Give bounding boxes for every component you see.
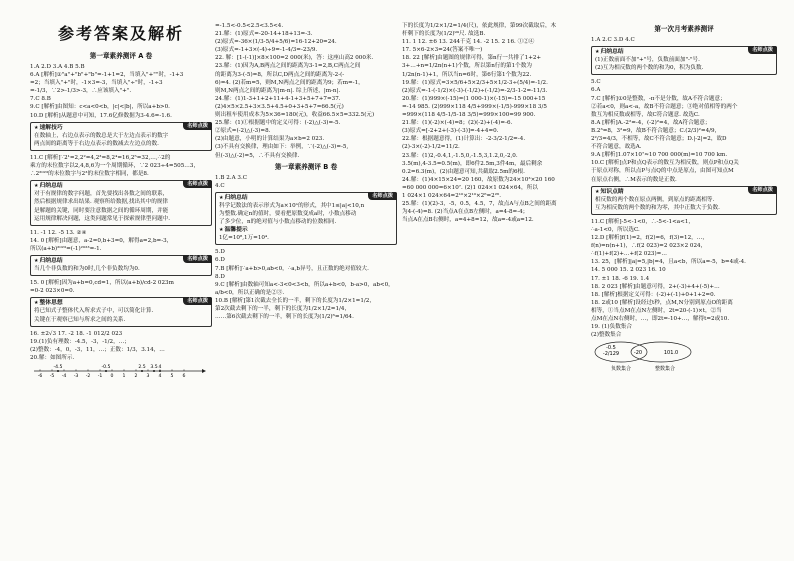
answer-line: 为整数.确定n的值时，要看把原数变成a时，小数点移动: [219, 210, 357, 217]
answer-line: B.2³=8，3²=9，故B不符合题意；C.(2/3)²=4/9，: [591, 127, 721, 134]
answer-lines: [215, 248, 397, 321]
answer-line: 当点A在点B右侧时，a=4+8=12，故a=-4或a=12.: [402, 217, 534, 224]
answer-line: ∴2²⁰²³的末位数字与2³的末位数字相同，都是8.: [30, 171, 149, 178]
venn-item: -0.5: [606, 345, 616, 352]
answer-line: 关键在于观察已知与所求之间的关系.: [34, 316, 126, 323]
answer-line: 6.A [解析]①"a"+"b"+"b"=-1+1=2，当填入"+""时，-1+3: [30, 72, 184, 79]
answer-line: 两点间的距离等于右边点表示的数减去左边点的数.: [34, 140, 159, 147]
answer-lines: [30, 330, 212, 362]
answer-line: 1亿=10⁸,1万=10⁴.: [219, 235, 269, 242]
number-line-tick-label: -2: [85, 374, 91, 379]
arrow-icon: [202, 369, 206, 373]
number-line-tick-label: 4: [158, 374, 162, 379]
answer-line: =2；当填入"+"时，-1×3=-3，当填入"÷"时，-1÷3: [30, 80, 163, 87]
answer-line: 22. 解：[1-(-1)]×8×100=2 000(米)，答：这座山高2 000米.: [215, 55, 374, 62]
answer-line: 9.C [解析]由图知：c<a<0<b，|c|<|b|，所以a+b>0.: [30, 104, 170, 111]
venn-item: 101.0: [663, 350, 679, 357]
answer-line: 25.解：(1)①根据题中的定义可得：(-2)△(-3)=-5.: [215, 120, 341, 127]
answer-line: 8.A [解析]A.-2²=-4，(-2)²=4，故A符合题意；: [591, 119, 711, 126]
answer-line: 了多少位，n的绝对值与小数点移动的位数相同.: [219, 219, 337, 226]
answer-line: (2)整数：-4，0，-3，11，…；正数：1/3，3.14，…: [30, 346, 165, 353]
answer-line: (2)整数集合: [591, 332, 622, 339]
tip-heading: 温馨提示: [224, 227, 248, 234]
answer-line: 则M,N两点之间的距离为|m-n|. 综上所述，|m-n|.: [215, 87, 341, 94]
answer-line: 23.解：(1)2,-0.4,1,-1.5,0,-1.5,3,1.2,0,-2,0.: [402, 152, 518, 159]
answer-line: 则出租车使用成本为5×36=180(元)，收益66.5×5=332.5(元): [215, 112, 375, 119]
answer-line: 1.A 2.C 3.D 4.C: [591, 37, 635, 43]
answer-line: 16. ±2√3 17. -2 18. -1 012/2 023: [30, 330, 123, 337]
answer-line: ②原式=(-2)△(-3)=8.: [215, 128, 271, 135]
answer-lines: [30, 279, 212, 295]
answer-line: 18. [解析]根据定义可得：(-2)+(-1)+0+1+2=0.: [591, 291, 716, 298]
answer-line: (2)4×5×2.5+3×3.5+4.5+0+3+5+7=66.5(元): [215, 103, 344, 110]
number-line-point: [57, 370, 59, 372]
tip-box: [30, 122, 212, 151]
answer-line: 1/2n(n-1)+1，所以当n=6时，第6行第1个数为22.: [402, 71, 532, 78]
answer-line: 2²/3=4/3，不相等，故C不符合题意；D.|-2|=2，故D: [591, 136, 727, 143]
star-icon: ★: [34, 257, 39, 264]
answer-line: 运用规律解决问题，这类问题常见于探索规律型问题中.: [34, 215, 171, 222]
answer-line: =-1.5<-0.5<2.5<3.5<4.: [215, 23, 284, 29]
answer-line: 互为相反数的两个数的和为零，其中正数大于负数.: [595, 204, 720, 211]
answer-line: 不符合题意，故选A.: [591, 144, 642, 151]
number-line-tick-label: 1: [122, 374, 126, 379]
number-line-point-label: 2.5: [138, 365, 146, 370]
number-line-tick-label: -6: [37, 374, 43, 379]
answer-lines: [402, 22, 588, 224]
number-line-point: [153, 370, 155, 372]
tip-box: [30, 180, 212, 225]
section-heading: 第一次月考素养测评: [654, 25, 714, 33]
answer-line: 7.C [解析]①0是整数，-π不是分数，故A不符合题意；: [591, 95, 726, 102]
tip-heading: 归纳总结: [39, 183, 63, 190]
page-title: 参考答案及解析: [57, 24, 184, 43]
tip-box: [30, 297, 212, 326]
tip-lines: [219, 234, 393, 242]
answer-line: 6)=4. (2)若m=5，则M,N两点之间的距离为9；若m=-1，: [215, 79, 364, 86]
tip-heading: 归纳总结: [224, 194, 248, 201]
answer-lines: [30, 154, 212, 178]
star-icon: ★: [219, 227, 224, 234]
answer-line: 10.B [解析]第1次截去全长的一半，剩下的长度为1/2×1=1/2，: [215, 297, 375, 304]
star-icon: ★: [34, 124, 39, 131]
answer-line: 6.D: [215, 257, 225, 264]
tip-lines: [34, 190, 208, 222]
number-line-tick-label: -4: [61, 374, 67, 379]
answer-line: 7.B [解析]∵a+b>0,ab<0，∴a,b异号，且正数的绝对值较大.: [215, 265, 369, 272]
answer-lines: [591, 78, 777, 183]
answer-lines: [30, 229, 212, 253]
venn-caption: 负数集合: [610, 366, 632, 373]
answer-line: 9.A [解析]1.07×10⁷≈10 700 000(m)=10 700 km.: [591, 152, 728, 159]
answer-line: 20.解：如图所示.: [30, 354, 75, 361]
star-icon: ★: [595, 49, 600, 56]
answer-line: 14. 5 000 15. 2 023 16. 10: [591, 267, 666, 274]
answer-line: ∴a-1<0，所以选C.: [591, 226, 640, 233]
answer-lines: [215, 174, 397, 190]
answer-line: 但(-3)△(-2)=5，∴不具有交换律.: [215, 152, 300, 159]
answer-line: a/b<0，所以正确的是②③.: [215, 289, 285, 296]
tip-badge: 名师点拨: [748, 46, 777, 54]
answer-line: 7.C 8.B: [30, 96, 51, 103]
answer-line: ②若a<0，则a<-a，故B不符合题意；③绝对值相等的两个: [591, 103, 738, 110]
answer-line: 22.解：根据题意得，(1)计算出：-2-3/2-1/2=-4.: [402, 136, 526, 143]
answer-line: 23.解：(1)因为A,B两点之间的距离为3-1=2,B,C两点之间: [215, 63, 361, 70]
star-icon: ★: [34, 300, 39, 307]
answer-line: (2)原式=-36×(1/3-5/4+5/6)=16-12+20=24.: [215, 39, 337, 46]
tip-lines: [595, 56, 773, 72]
answer-line: (2)互为相反数的两个数的和为0，积为负数.: [595, 65, 704, 72]
number-line-tick-label: 5: [170, 374, 174, 379]
answer-line: ……第6次截去剩下的一半，剩下的长度为(1/2)⁶=1/64.: [215, 314, 354, 321]
answer-line: 相等，①当点M在点N左侧时，2t=20-(-1)×t，②当: [591, 307, 722, 314]
venn-item: -2/129: [602, 351, 620, 358]
answer-line: 18. 2或10 [解析]设经过t秒，点M,N分别到原点O的距离: [591, 299, 733, 306]
tip-lines: [34, 307, 208, 323]
answer-line: 18. 2 023 [解析]由题意可得，2+(-3)+4+(-5)+…: [591, 283, 720, 290]
answer-line: 11.C [解析]-5<-1<0，∴-5<-1<a<1，: [591, 218, 694, 225]
answer-line: 14. 0 [解析]由题意，a-2=0,b+3=0，解得a=2,b=-3，: [30, 237, 173, 244]
answer-line: 11. 1 12. ±6 13. 244千克 14. -2 15. 2 16. ①②④: [402, 39, 535, 46]
answer-line: 对于有规律的数字问题，首先要找出各数之间的联系，: [34, 191, 169, 198]
star-icon: ★: [34, 183, 39, 190]
answer-line: 21.解：(1)(-2)×(-4)=8；(2)(-2)+(-4)=-6.: [402, 120, 513, 127]
number-line-tick-label: 3: [146, 374, 150, 379]
answer-line: 3.5(m),4-3.5=0.5(m)，即6件2.5m,3件4m，最后剩余: [402, 160, 543, 167]
venn-caption: 整数集合: [654, 366, 676, 373]
number-line-tick-label: -3: [73, 374, 79, 379]
answer-line: 在数轴上，右边点表示的数总是大于左边点表示的数字: [34, 132, 169, 139]
answer-line: 20.解：(1)999×(-15)=(1 000-1)×(-15)=-15 000+15: [402, 95, 546, 102]
star-icon: ★: [219, 194, 224, 201]
tip-lines: [34, 132, 208, 148]
tip-box: [591, 46, 777, 75]
answer-lines: [591, 218, 777, 339]
answer-line: 在原点右侧，∴M表示的数是正数.: [591, 176, 677, 183]
number-line-tick-label: 2: [134, 374, 138, 379]
tip-badge: 名师点拨: [748, 186, 777, 194]
answer-line: 1.A 2.D 3.A 4.B 5.B: [30, 64, 85, 70]
answer-line: 当几个非负数的和为0时,几个非负数均为0.: [34, 266, 140, 273]
answer-line: 17. ±1 18. -6 19. 1.4: [591, 275, 650, 282]
star-icon: ★: [595, 188, 600, 195]
column-1: [30, 22, 212, 555]
tip-badge: 名师点拨: [183, 255, 212, 263]
tip-box: [215, 192, 397, 246]
answer-line: 5.D: [215, 249, 225, 256]
section-heading: 第一章素养测评 B 卷: [274, 162, 338, 171]
answer-line: 19.(1)负有理数：-4.5，-3，-1/2，…；: [30, 338, 130, 345]
answer-line: 13. 25，[解析]|a|=5,|b|=4，且a<b，所以a=-5，b=4或-4.: [591, 259, 746, 266]
answer-line: 11.C [解析]∵2¹=2,2²=4,2³=8,2⁴=16,2⁵=32,…,∴2的: [30, 154, 171, 161]
answer-line: 的距离为3-(-5)=8，所以C,D两点之间的距离为-2-(-: [215, 71, 345, 78]
tip-lines: [595, 196, 773, 212]
answer-line: =-1/3，∵2>-1/3>-3，∴应该填入"+".: [30, 88, 132, 95]
answer-line: 12.D [解析]f(1)=2，f(2)=6，f(3)=12，…，: [591, 235, 708, 242]
column-2: [215, 22, 397, 555]
answer-line: 0.2=6.3(m)，(2)由题意可知,共截取2.5m的6根.: [402, 168, 525, 175]
answer-line: 为4-(-4)=8. (2)当点A在点B左侧时，a=4-8=-4；: [402, 209, 529, 216]
answer-line: 25.解：(1)(2)-3，-5，0.5，4.5，7，故点A与点B之间的距离: [402, 201, 557, 208]
answer-line: 杆剩下的长度为(1/2)⁹⁹尺. 故选B.: [402, 31, 486, 38]
answer-line: =0-2 023×0=0.: [30, 288, 75, 295]
tip-badge: 名师点拨: [368, 192, 397, 200]
answer-line: 下的长度为1/2×1/2=1/4(尺)，依此规律，第99次截取后，木: [402, 23, 557, 29]
tip-heading: 归纳总结: [39, 257, 63, 264]
number-line-point: [105, 370, 107, 372]
answer-line: 相反数的两个数在原点两侧，到原点的距离相等.: [595, 196, 715, 203]
number-line-point-label: -0.5: [101, 365, 111, 370]
answer-line: 然后根据规律求出结果. 观察所给数据,找出其中的规律: [34, 199, 168, 206]
section-heading: 第一章素养测评 A 卷: [89, 52, 153, 60]
answer-line: (2)-3×(-2)-1/2=11/2.: [402, 144, 460, 151]
answer-line: 24.解：(1)1-3+1+2+11+4-1+3+5+7+7=37.: [215, 95, 341, 102]
answer-line: 所以(a+b)²⁰²³=(-1)²⁰²³=-1.: [30, 245, 102, 252]
answer-line: (2)原式=-1-(-1/2)×(-3)-(-1/2)÷(-1/2)=-2/3-1-2=-11/3.: [402, 87, 548, 94]
answer-line: 4.C: [215, 182, 225, 189]
tip-badge: 名师点拨: [183, 297, 212, 305]
tip-heading: 整体思想: [39, 300, 63, 307]
tip-heading: 归纳总结: [600, 49, 624, 56]
answer-line: (3)不具有交换律，理由如下：举例，∵(-2)△(-3)=-5,: [215, 144, 349, 151]
venn-item: -20: [633, 350, 643, 357]
answer-line: 科学记数法的表示形式为a×10ⁿ的形式，其中1≤|a|<10,n: [219, 202, 365, 209]
answer-line: (1)正数前面不加"+"号，负数前面加"-"号.: [595, 57, 700, 64]
tip-box: [30, 255, 212, 276]
number-line-point: [159, 370, 161, 372]
venn-diagram: [591, 339, 771, 373]
answer-line: (3)原式=[-2+2+(-3)-(-3)]=-4+4=0.: [402, 128, 499, 135]
answer-line: ∴f(1)+f(2)+…+f(2 023)=…: [591, 251, 667, 258]
answer-lines: [215, 22, 397, 160]
number-line-figure: [30, 362, 210, 380]
answer-line: 于原点对称，所以点P与点Q的中点是原点，由图可知点M: [591, 168, 734, 175]
tip-badge: 名师点拨: [183, 122, 212, 130]
number-line-point-label: -4.5: [53, 365, 63, 370]
answer-lines: [591, 36, 777, 44]
answer-line: f(n)=n(n+1)，∴f(2 023)=2 023×2 024，: [591, 243, 707, 250]
answer-line: 6.A: [591, 87, 601, 94]
answer-line: 11. -1 12. -5 13. ②④: [30, 229, 87, 236]
answer-line: =-14 985. (2)999×118 4/5+999×(-1/5)-999×18 3/5: [402, 103, 547, 110]
answer-line: (2)由题意，小明的计算结果为a×b=2 023.: [215, 136, 325, 143]
answer-line: 第2次截去剩下的一半，剩下的长度为1/2×1/2=1/4，: [215, 306, 351, 312]
answer-line: 21.解：(1)原式=-20-14+18+13=-3.: [215, 31, 313, 38]
tip-lines: [219, 202, 393, 226]
number-line-tick-label: -5: [49, 374, 55, 379]
column-4: [591, 22, 777, 555]
answer-line: 5.C: [591, 79, 601, 86]
answer-line: 8.D: [215, 273, 225, 280]
answer-line: 数互为相反数或相等，故C符合题意. 故选C.: [591, 111, 700, 118]
answer-line: 将已知式子整体代入所求式子中，可以简化计算.: [34, 308, 154, 315]
answer-line: 24.解：(1)4×15×24=20 160，故原数为24×10³×20 160: [402, 176, 555, 183]
tip-box: [591, 186, 777, 215]
answer-line: 19. (1)负数集合: [591, 324, 632, 331]
number-line-point: [141, 370, 143, 372]
answer-line: 1.B 2.A 3.C: [215, 174, 247, 181]
answer-line: 9.C [解析]由数轴可知a<-3<0<3<b，所以a+b<0，b-a>0，ab<0，: [215, 281, 394, 288]
answer-line: 1 024×1 024×64=2¹⁰×2¹⁰×2⁶=2²⁶.: [402, 192, 501, 199]
column-3: [402, 22, 588, 555]
number-line-tick-label: -1: [97, 374, 103, 379]
answer-line: =60 000 000=6×10⁷. (2)1 024×1 024×64，所以: [402, 184, 538, 191]
number-line-point-label: 3.5: [150, 365, 158, 370]
tip-heading: 速解技巧: [39, 124, 63, 131]
tip-lines: [34, 265, 208, 273]
tip-heading: 知识点睛: [600, 188, 624, 195]
answer-line: (3)原式=-1+3×(-4)÷9=-1-4/3=-23/9.: [215, 47, 318, 54]
answer-line: 15. 0 [解析]因为a+b=0,cd=1，所以(a+b)/cd-2 023m: [30, 280, 174, 287]
answer-line: =999×(118 4/5-1/5-18 3/5)=999×100=99 900.: [402, 112, 536, 119]
answer-line: 19.解：(1)原式=3×5/6+5×2/3+5×1/2-3÷(5/4)=-1/2.: [402, 79, 548, 86]
answer-line: 18. 22 [解析]由题图的规律可得，第n行一共排了1+2+: [402, 55, 542, 62]
answer-line: 点M在点N右侧时，…，即2t=-10+…，解得t=2或10.: [591, 316, 730, 322]
answer-line: 17. 5×6-2×3=24(答案不唯一): [402, 47, 483, 54]
tip-badge: 名师点拨: [183, 180, 212, 188]
number-line-point-label: 4: [158, 365, 162, 370]
number-line-tick-label: 6: [182, 374, 186, 379]
answer-lines: [30, 63, 212, 120]
answer-line: 10.C [解析]点P和点Q表示的数互为相反数，则点P和点Q关: [591, 160, 739, 167]
answer-line: 是解题的关键，同时要注意数据之间的循环周期，并能: [34, 207, 169, 214]
answer-line: 乘方的末位数字以2,4,8,6为一个周期循环，∵2 023÷4=505…3，: [30, 163, 200, 170]
answer-line: 10.D [解析]从题意中可知，17.6亿修数据为3-4.6=-1.6.: [30, 112, 172, 119]
number-line-tick-label: 0: [110, 374, 114, 379]
answer-line: 3+…+n=1/2n(n+1)个数，所以第n行的第1个数为: [402, 63, 532, 70]
